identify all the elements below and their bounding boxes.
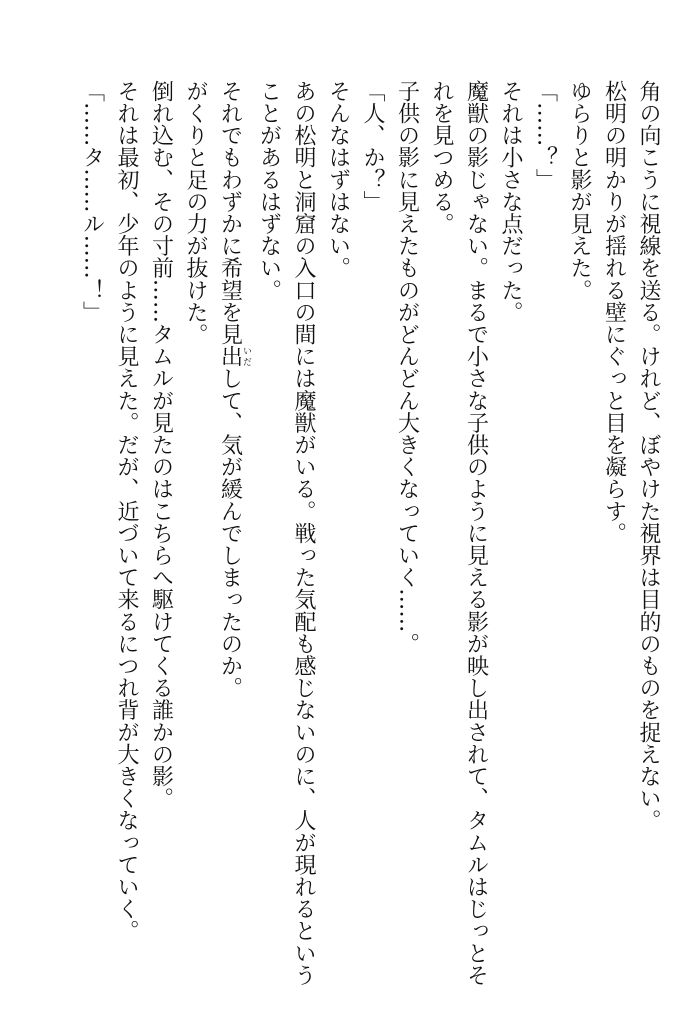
ruby-reading: いだ — [241, 345, 251, 368]
ruby-base: 出 — [217, 345, 243, 368]
text-line-13 — [212, 80, 251, 980]
text-line-17: 「……タ……ル……！」 — [79, 80, 105, 324]
text-line-13-after: して、気が緩んでしまったのか。 — [217, 367, 243, 699]
ruby-word — [217, 345, 251, 368]
text-line-1: 角の向こうに視線を送る。けれど、ぼやけた視界は目的のものを捉えない。 — [636, 80, 661, 832]
text-line-11: あの松明と洞窟の入口の間には魔獣がいる。戦った気配も感じないのに、人が現れるという — [291, 80, 316, 987]
text-line-16: それは最初、少年のように見えた。だが、近づいて来るにつれ背が大きくなっていく。 — [114, 80, 139, 942]
text-line-5: それは小さな点だった。 — [498, 80, 523, 324]
text-line-7: れを見つめる。 — [429, 80, 454, 235]
text-line-13-before: それでもわずかに希望を見 — [217, 80, 243, 346]
text-line-4: 「……？」 — [532, 80, 558, 191]
text-line-6: 魔獣の影じゃない。まるで小さな子供のように見える影が映し出されて、タムルはじっとそ — [463, 80, 489, 987]
text-line-14: がくりと足の力が抜けた。 — [183, 80, 208, 346]
text-line-12: ことがあるはずない。 — [256, 80, 282, 301]
text-line-15: 倒れ込む、その寸前……タムルが見たのはこちらへ駆けてくる誰かの影。 — [148, 80, 174, 810]
text-line-2: 松明の明かりが揺れる壁にぐっと目を凝らす。 — [601, 80, 627, 545]
text-line-9: 「人、か？」 — [360, 80, 385, 213]
vertical-text-block — [74, 80, 665, 987]
text-line-3: ゆらりと影が見えた。 — [567, 80, 592, 301]
text-line-10: そんなはずはない。 — [325, 80, 351, 279]
text-line-8: 子供の影に見えたものがどんどん大きくなっていく……。 — [394, 80, 420, 655]
